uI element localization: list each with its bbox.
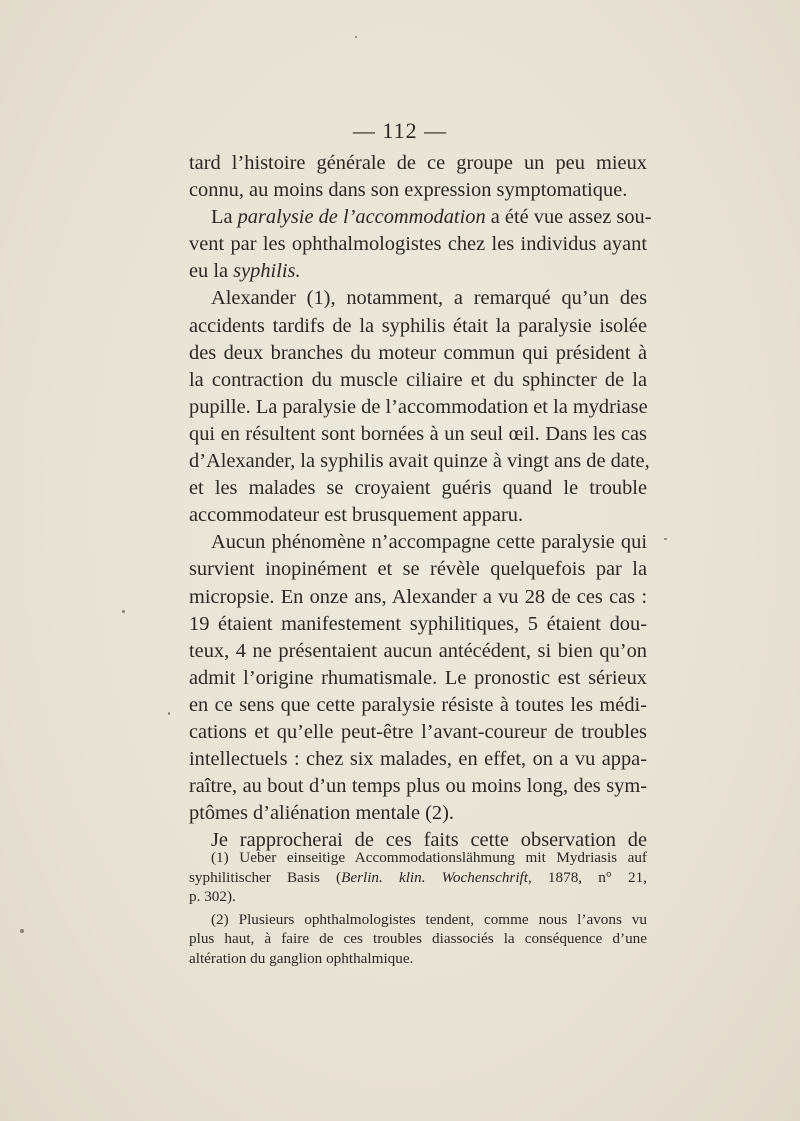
page-number: — 112 —: [352, 118, 448, 143]
paragraph: [189, 529, 647, 827]
text-line: cations et qu’elle peut-être l’avant-coureur de troubles: [189, 720, 647, 743]
text-line: altération du ganglion ophthalmique.: [189, 949, 414, 967]
text-line: la contraction du muscle ciliaire et du sphincter de la: [189, 368, 647, 391]
text-line: Alexander (1), notamment, a remarqué qu’un des: [211, 287, 647, 310]
text-run: a été vue assez sou-: [485, 206, 652, 229]
text-line: teux, 4 ne présentaient aucun antécédent, si bien qu’on: [189, 639, 647, 662]
text-line: (1) Ueber einseitige Accommodationslähmung mit Mydriasis auf: [211, 849, 647, 866]
body-text: [189, 150, 652, 854]
text-line: Aucun phénomène n’accompagne cette paralysie qui: [211, 531, 647, 554]
text-line: admit l’origine rhumatismale. Le pronostic est sérieux: [189, 666, 647, 689]
text-line: vent par les ophthalmologistes chez les individus ayant: [189, 233, 647, 256]
footnote: [189, 848, 647, 907]
text-line: des deux branches du moteur commun qui président à: [189, 341, 647, 364]
text-line: qui en résultent sont bornées à un seul œil. Dans les cas: [189, 422, 647, 445]
text-line: 19 étaient manifestement syphilitiques, 5 étaient dou-: [189, 612, 647, 635]
paper-speck: [20, 929, 24, 933]
text-line: et les malades se croyaient guéris quand le trouble: [189, 477, 647, 500]
text-line: (2) Plusieurs ophthalmologistes tendent, comme nous l’avons vu: [211, 910, 647, 928]
footnote: [189, 910, 647, 969]
text-line: plus haut, à faire de ces troubles diassociés la conséquence d’une: [189, 930, 647, 948]
italic-text: syphilis.: [233, 260, 301, 283]
text-line: survient inopinément et se révèle quelquefois par la: [189, 558, 647, 581]
paragraph: [189, 285, 650, 529]
text-line: accidents tardifs de la syphilis était la paralysie isolée: [189, 314, 647, 337]
text-line: [189, 204, 652, 231]
paragraph: [189, 150, 647, 204]
text-line: connu, au moins dans son expression symptomatique.: [189, 179, 628, 202]
text-line: d’Alexander, la syphilis avait quinze à vingt ans de date,: [189, 450, 650, 473]
text-line: [189, 258, 647, 285]
text-line: tard l’histoire générale de ce groupe un peu mieux: [189, 152, 647, 174]
paper-speck: [355, 36, 357, 38]
text-line: pupille. La paralysie de l’accommodation et la mydriase: [189, 395, 648, 418]
paper-speck: [122, 610, 125, 613]
text-run: La: [211, 206, 238, 229]
text-line: p. 302).: [189, 888, 236, 906]
paragraph: [189, 204, 652, 285]
text-line: micropsie. En onze ans, Alexander a vu 28 de ces cas :: [189, 585, 647, 608]
footnotes: [189, 848, 647, 972]
text-line: en ce sens que cette paralysie résiste à toutes les médi-: [189, 693, 647, 716]
text-line: [189, 868, 647, 888]
text-line: ptômes d’aliénation mentale (2).: [189, 802, 454, 825]
italic-text: Berlin. klin. Wochenschrift: [341, 868, 528, 886]
text-line: accommodateur est brusquement apparu.: [189, 504, 524, 527]
text-line: Je rapprocherai de ces faits cette observation de: [211, 829, 647, 852]
italic-text: paralysie de l’accommodation: [237, 206, 486, 229]
paper-speck: [168, 712, 170, 715]
text-run: , 1878, n° 21,: [527, 868, 647, 886]
text-line: intellectuels : chez six malades, en effet, on a vu appa-: [189, 748, 647, 771]
text-run: eu la: [189, 260, 234, 283]
paper-speck: [664, 538, 667, 540]
text-run: syphilitischer Basis (: [189, 868, 342, 886]
text-line: raître, au bout d’un temps plus ou moins long, des sym-: [189, 775, 647, 798]
